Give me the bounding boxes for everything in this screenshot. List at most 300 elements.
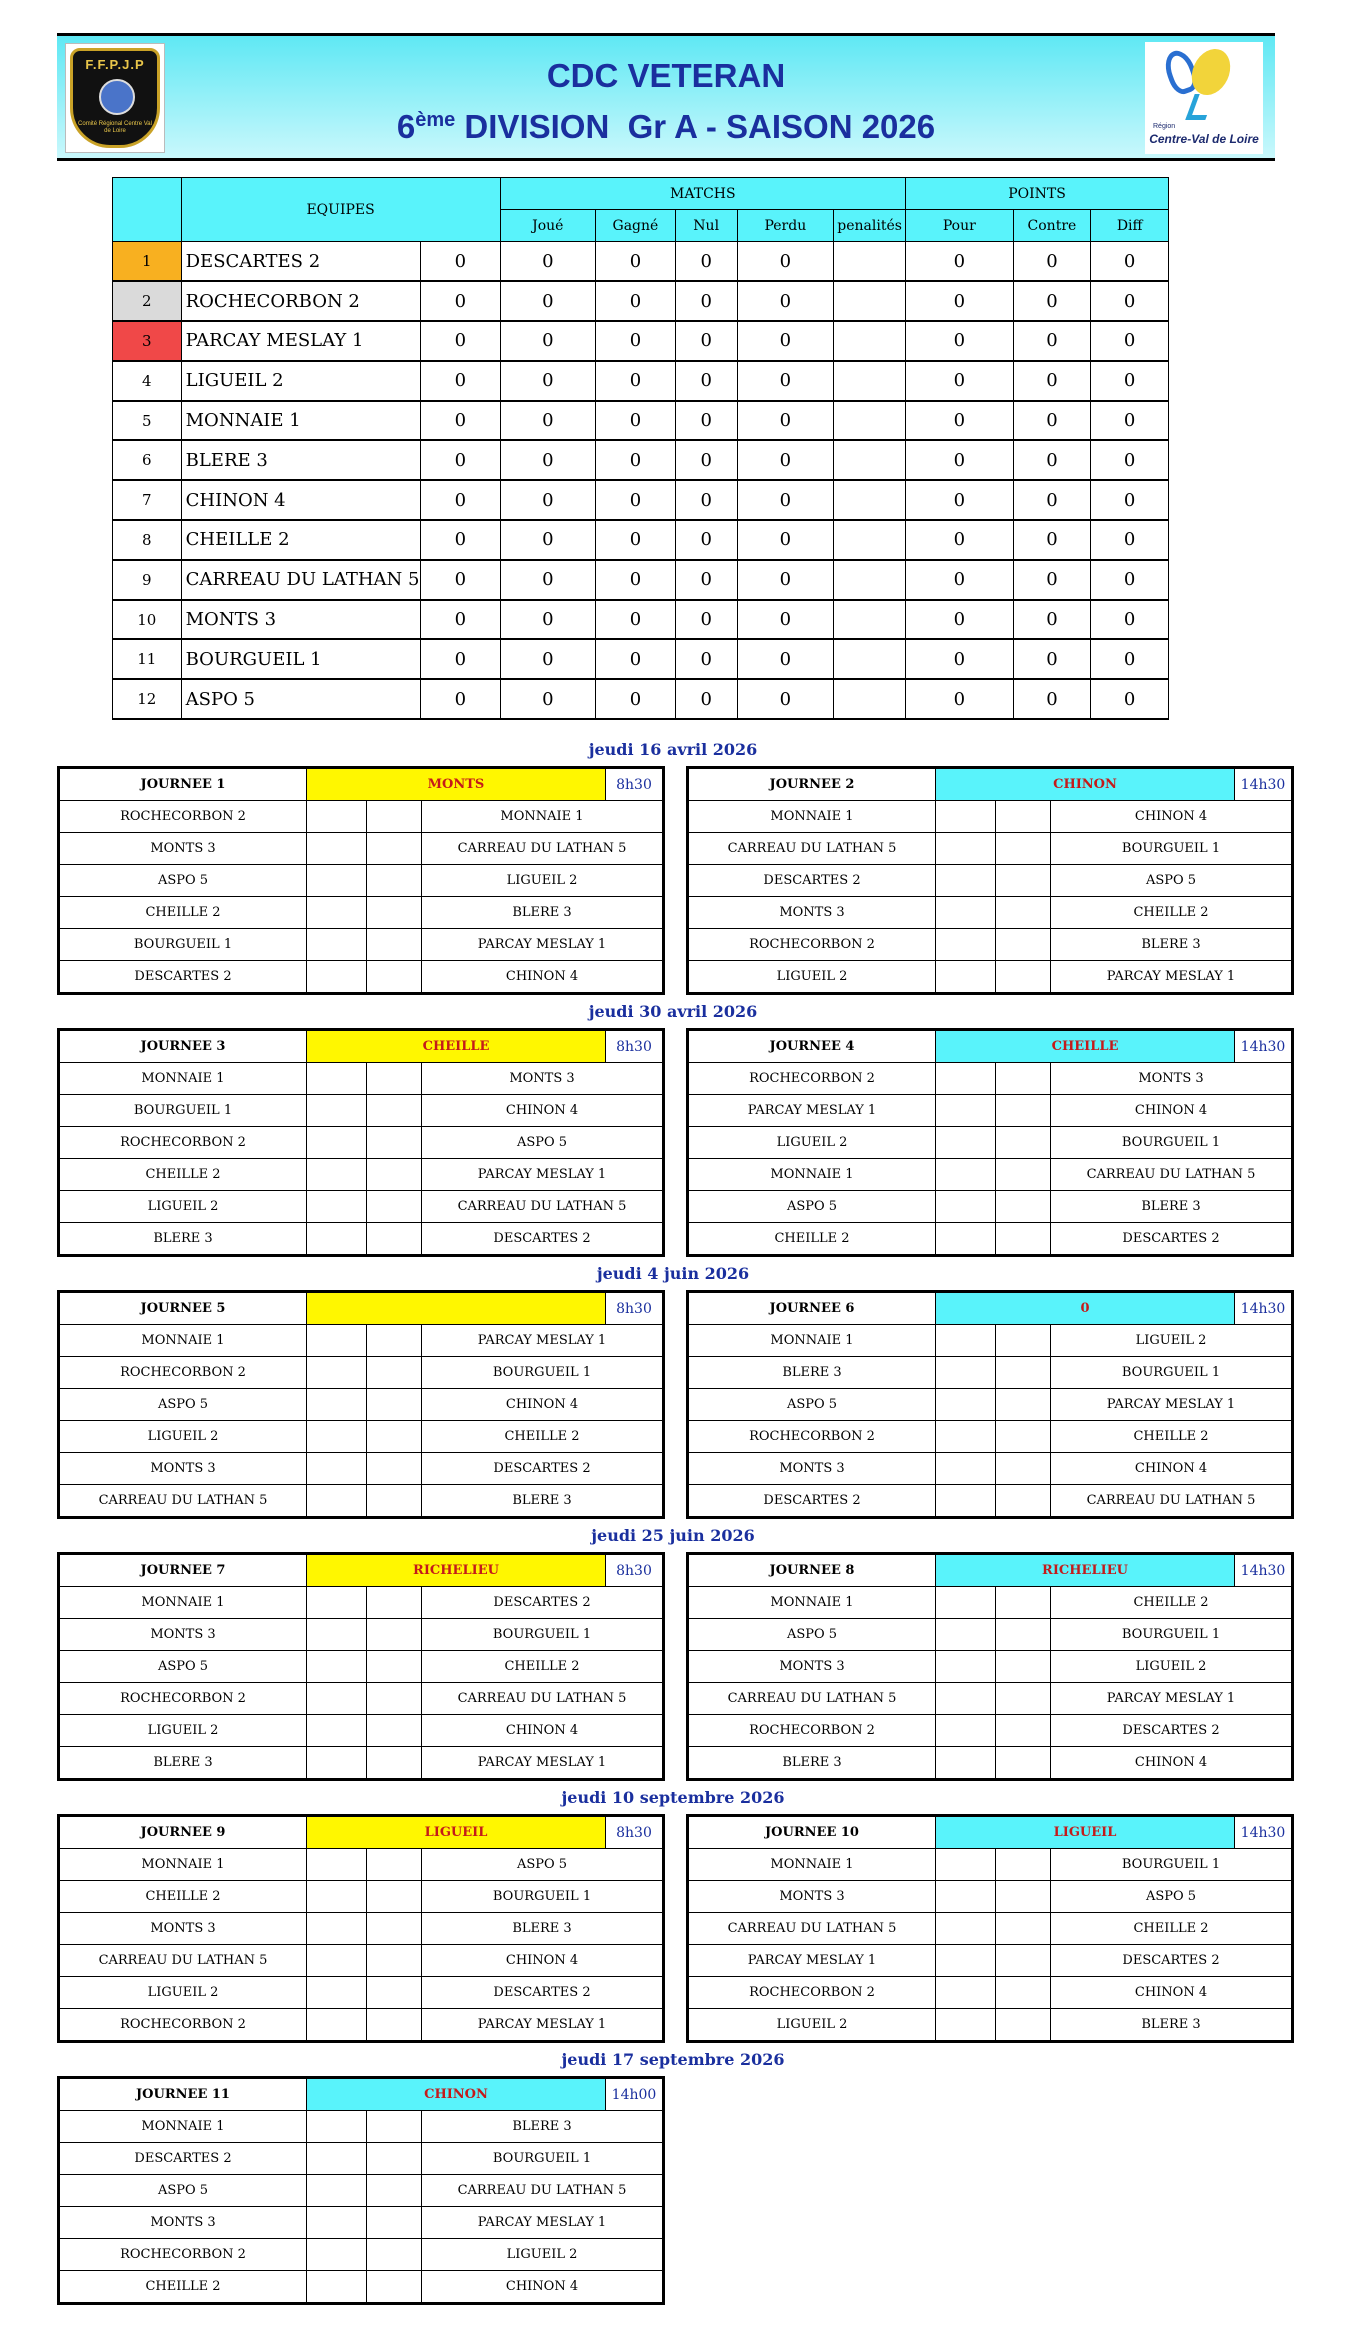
home-score (936, 1389, 996, 1421)
standings-cell-contre: 0 (1013, 242, 1091, 282)
standings-cell-rank: 1 (113, 242, 182, 282)
match-row (60, 2207, 663, 2239)
standings-row (113, 520, 1169, 560)
home-team: CARREAU DU LATHAN 5 (60, 1485, 307, 1517)
away-team: BLERE 3 (422, 1485, 663, 1517)
standings-cell-perdu: 0 (737, 321, 834, 361)
standings-cell-rank: 7 (113, 480, 182, 520)
home-team: LIGUEIL 2 (60, 1715, 307, 1747)
home-score (936, 1881, 996, 1913)
standings-cell-pts: 0 (421, 560, 501, 600)
home-team: LIGUEIL 2 (60, 1191, 307, 1223)
standings-cell-perdu: 0 (737, 679, 834, 719)
match-row (60, 865, 663, 897)
journee-header (689, 1817, 1292, 1849)
journee-header (60, 1817, 663, 1849)
home-score (307, 929, 367, 961)
away-score (996, 1913, 1051, 1945)
away-team: BOURGUEIL 1 (1051, 833, 1292, 865)
standings-cell-pts: 0 (421, 440, 501, 480)
standings-cell-pour: 0 (906, 361, 1013, 401)
home-score (307, 1389, 367, 1421)
home-score (307, 961, 367, 993)
away-score (996, 1095, 1051, 1127)
home-team: DESCARTES 2 (60, 2143, 307, 2175)
away-score (996, 1191, 1051, 1223)
away-score (367, 1881, 422, 1913)
away-team: LIGUEIL 2 (422, 2239, 663, 2271)
standings-cell-team: BLERE 3 (181, 440, 420, 480)
standings-cell-nul: 0 (675, 560, 737, 600)
away-score (996, 929, 1051, 961)
away-team: ASPO 5 (1051, 865, 1292, 897)
away-score (367, 865, 422, 897)
journee-table (59, 768, 663, 993)
journee-table (688, 768, 1292, 993)
journee-venue: CHEILLE (936, 1031, 1235, 1063)
away-team: CHEILLE 2 (1051, 1587, 1292, 1619)
journee-table (688, 1292, 1292, 1517)
standings-cell-contre: 0 (1013, 281, 1091, 321)
home-team: CARREAU DU LATHAN 5 (60, 1945, 307, 1977)
standings-cell-pour: 0 (906, 401, 1013, 441)
home-team: PARCAY MESLAY 1 (689, 1945, 936, 1977)
match-row (60, 1977, 663, 2009)
match-row (60, 1191, 663, 1223)
standings-cell-contre: 0 (1013, 361, 1091, 401)
standings-cell-joue: 0 (500, 600, 596, 640)
away-score (367, 1389, 422, 1421)
match-row (60, 1485, 663, 1517)
home-score (936, 1421, 996, 1453)
standings-cell-nul: 0 (675, 679, 737, 719)
match-row (60, 2143, 663, 2175)
match-row (60, 1715, 663, 1747)
standings-cell-contre: 0 (1013, 600, 1091, 640)
away-score (367, 1191, 422, 1223)
standings-row (113, 480, 1169, 520)
home-team: ROCHECORBON 2 (60, 1683, 307, 1715)
home-score (936, 801, 996, 833)
journee-table (59, 1816, 663, 2041)
standings-cell-perdu: 0 (737, 639, 834, 679)
journee-table (59, 1292, 663, 1517)
journee-header (60, 1555, 663, 1587)
home-team: MONNAIE 1 (689, 1849, 936, 1881)
match-row (689, 1977, 1292, 2009)
journee-title: JOURNEE 10 (689, 1817, 936, 1849)
home-team: ASPO 5 (60, 2175, 307, 2207)
home-score (936, 1063, 996, 1095)
away-score (367, 1325, 422, 1357)
away-team: BLERE 3 (422, 2111, 663, 2143)
page-title (57, 54, 1275, 149)
match-row (689, 1159, 1292, 1191)
journee-venue: CHINON (936, 769, 1235, 801)
home-score (307, 897, 367, 929)
home-team: CARREAU DU LATHAN 5 (689, 833, 936, 865)
standings-cell-perdu: 0 (737, 281, 834, 321)
away-team: DESCARTES 2 (422, 1977, 663, 2009)
logo-left-text: F.F.P.J.P (85, 57, 145, 72)
home-team: BOURGUEIL 1 (60, 929, 307, 961)
home-score (307, 2175, 367, 2207)
standings-cell-gagne: 0 (596, 401, 676, 441)
away-team: DESCARTES 2 (1051, 1223, 1292, 1255)
standings-table (112, 177, 1169, 720)
away-team: BLERE 3 (1051, 2009, 1292, 2041)
match-row (689, 961, 1292, 993)
journee-block (57, 1290, 665, 1519)
away-score (996, 1127, 1051, 1159)
away-team: DESCARTES 2 (422, 1223, 663, 1255)
away-team: CHINON 4 (422, 1945, 663, 1977)
standings-cell-diff: 0 (1091, 242, 1169, 282)
home-score (307, 1747, 367, 1779)
standings-cell-joue: 0 (500, 480, 596, 520)
match-row (60, 2271, 663, 2303)
home-score (936, 833, 996, 865)
sub-header: Pour (906, 210, 1013, 242)
home-score (936, 1747, 996, 1779)
away-score (367, 1587, 422, 1619)
away-score (367, 1127, 422, 1159)
home-score (307, 2207, 367, 2239)
home-score (936, 1191, 996, 1223)
home-score (936, 1587, 996, 1619)
away-score (996, 1945, 1051, 1977)
standings-cell-joue: 0 (500, 321, 596, 361)
away-team: BLERE 3 (1051, 929, 1292, 961)
standings-cell-rank: 11 (113, 639, 182, 679)
away-team: BOURGUEIL 1 (1051, 1849, 1292, 1881)
home-team: MONNAIE 1 (689, 1325, 936, 1357)
home-team: ROCHECORBON 2 (689, 1421, 936, 1453)
journee-venue: RICHELIEU (936, 1555, 1235, 1587)
away-team: PARCAY MESLAY 1 (422, 929, 663, 961)
away-score (367, 1651, 422, 1683)
sub-header: Contre (1013, 210, 1091, 242)
equipes-header: EQUIPES (181, 178, 500, 242)
match-row (60, 1127, 663, 1159)
match-row (689, 1357, 1292, 1389)
away-team: CHINON 4 (1051, 801, 1292, 833)
away-score (996, 801, 1051, 833)
match-row (689, 1453, 1292, 1485)
away-score (367, 1223, 422, 1255)
away-score (367, 1913, 422, 1945)
home-team: MONTS 3 (689, 1453, 936, 1485)
away-score (367, 2175, 422, 2207)
away-score (367, 833, 422, 865)
away-team: PARCAY MESLAY 1 (422, 2207, 663, 2239)
standings-cell-team: MONNAIE 1 (181, 401, 420, 441)
standings-row (113, 600, 1169, 640)
standings-cell-nul: 0 (675, 440, 737, 480)
home-team: MONTS 3 (60, 1453, 307, 1485)
match-row (60, 1619, 663, 1651)
match-row (60, 2009, 663, 2041)
standings-cell-diff: 0 (1091, 679, 1169, 719)
home-score (936, 1913, 996, 1945)
journee-venue: LIGUEIL (936, 1817, 1235, 1849)
standings-cell-pour: 0 (906, 480, 1013, 520)
standings-cell-pts: 0 (421, 600, 501, 640)
home-team: MONTS 3 (689, 1651, 936, 1683)
sub-header: Gagné (596, 210, 676, 242)
home-score (307, 833, 367, 865)
match-row (60, 1063, 663, 1095)
standings-cell-perdu: 0 (737, 600, 834, 640)
home-score (936, 1849, 996, 1881)
match-row (689, 1191, 1292, 1223)
match-row (689, 1715, 1292, 1747)
sub-header: Diff (1091, 210, 1169, 242)
journee-time: 14h30 (1235, 1555, 1292, 1587)
standings-cell-joue: 0 (500, 361, 596, 401)
journee-title: JOURNEE 9 (60, 1817, 307, 1849)
away-team: CARREAU DU LATHAN 5 (1051, 1485, 1292, 1517)
home-team: BLERE 3 (689, 1357, 936, 1389)
away-team: LIGUEIL 2 (1051, 1325, 1292, 1357)
away-team: CARREAU DU LATHAN 5 (422, 1191, 663, 1223)
match-row (60, 1747, 663, 1779)
home-score (307, 1587, 367, 1619)
title-rest: DIVISION Gr A - SAISON 2026 (455, 108, 936, 145)
match-row (60, 1325, 663, 1357)
standings-cell-nul: 0 (675, 321, 737, 361)
standings-cell-nul: 0 (675, 480, 737, 520)
home-score (307, 1849, 367, 1881)
away-team: CHINON 4 (422, 961, 663, 993)
away-team: ASPO 5 (422, 1127, 663, 1159)
match-row (689, 1421, 1292, 1453)
home-score (936, 929, 996, 961)
standings-cell-pen (834, 401, 906, 441)
standings-cell-rank: 4 (113, 361, 182, 401)
journee-block (686, 766, 1294, 995)
journee-header (689, 1293, 1292, 1325)
match-row (689, 1223, 1292, 1255)
home-score (936, 1715, 996, 1747)
standings-cell-pts: 0 (421, 480, 501, 520)
standings-cell-pen (834, 242, 906, 282)
home-score (307, 865, 367, 897)
journee-table (59, 2078, 663, 2303)
away-score (367, 1485, 422, 1517)
standings-cell-joue: 0 (500, 560, 596, 600)
match-row (60, 1223, 663, 1255)
away-score (367, 2143, 422, 2175)
journee-time: 8h30 (606, 1817, 663, 1849)
match-row (60, 1683, 663, 1715)
away-team: PARCAY MESLAY 1 (422, 2009, 663, 2041)
home-score (307, 1325, 367, 1357)
home-team: MONNAIE 1 (60, 1849, 307, 1881)
away-score (367, 1619, 422, 1651)
home-team: CHEILLE 2 (689, 1223, 936, 1255)
journee-block (57, 2076, 665, 2305)
home-team: ASPO 5 (60, 1651, 307, 1683)
journee-time: 14h30 (1235, 1293, 1292, 1325)
home-score (936, 1453, 996, 1485)
away-team: PARCAY MESLAY 1 (422, 1747, 663, 1779)
away-team: CHINON 4 (422, 1715, 663, 1747)
match-row (60, 1651, 663, 1683)
away-team: BOURGUEIL 1 (422, 1357, 663, 1389)
region-stem-icon (1185, 94, 1214, 120)
away-team: BOURGUEIL 1 (422, 1881, 663, 1913)
away-score (367, 1063, 422, 1095)
standings-cell-diff: 0 (1091, 560, 1169, 600)
standings-cell-team: MONTS 3 (181, 600, 420, 640)
away-team: ASPO 5 (422, 1849, 663, 1881)
home-team: MONTS 3 (689, 1881, 936, 1913)
away-score (996, 897, 1051, 929)
match-row (689, 1945, 1292, 1977)
standings-cell-diff: 0 (1091, 480, 1169, 520)
match-row (689, 897, 1292, 929)
journee-block (57, 766, 665, 995)
home-team: PARCAY MESLAY 1 (689, 1095, 936, 1127)
standings-cell-rank: 3 (113, 321, 182, 361)
home-score (307, 1945, 367, 1977)
standings-cell-pen (834, 361, 906, 401)
home-score (307, 1651, 367, 1683)
away-team: DESCARTES 2 (1051, 1945, 1292, 1977)
away-team: BOURGUEIL 1 (1051, 1127, 1292, 1159)
points-header: POINTS (906, 178, 1169, 210)
standings-cell-nul: 0 (675, 639, 737, 679)
standings-cell-diff: 0 (1091, 361, 1169, 401)
standings-cell-rank: 8 (113, 520, 182, 560)
standings-cell-team: ASPO 5 (181, 679, 420, 719)
away-team: BOURGUEIL 1 (1051, 1619, 1292, 1651)
away-score (367, 2239, 422, 2271)
journee-block (686, 1814, 1294, 2043)
standings-row (113, 560, 1169, 600)
standings-cell-contre: 0 (1013, 440, 1091, 480)
away-team: CARREAU DU LATHAN 5 (422, 2175, 663, 2207)
home-score (307, 1223, 367, 1255)
away-score (996, 1587, 1051, 1619)
standings-cell-contre: 0 (1013, 520, 1091, 560)
standings-cell-rank: 9 (113, 560, 182, 600)
home-score (307, 1977, 367, 2009)
home-score (936, 865, 996, 897)
away-team: MONNAIE 1 (422, 801, 663, 833)
journee-header (60, 1293, 663, 1325)
match-date: jeudi 17 septembre 2026 (561, 2050, 785, 2069)
standings-cell-pour: 0 (906, 281, 1013, 321)
away-team: BOURGUEIL 1 (1051, 1357, 1292, 1389)
away-score (367, 897, 422, 929)
home-team: ROCHECORBON 2 (689, 1715, 936, 1747)
home-score (936, 1127, 996, 1159)
home-score (936, 1485, 996, 1517)
away-score (996, 1223, 1051, 1255)
standings-cell-gagne: 0 (596, 242, 676, 282)
home-score (936, 1223, 996, 1255)
match-row (689, 801, 1292, 833)
journee-block (57, 1028, 665, 1257)
home-score (307, 2111, 367, 2143)
standings-cell-contre: 0 (1013, 401, 1091, 441)
home-team: CHEILLE 2 (60, 1159, 307, 1191)
away-score (367, 929, 422, 961)
standings-cell-pts: 0 (421, 321, 501, 361)
journee-title: JOURNEE 6 (689, 1293, 936, 1325)
away-score (367, 1945, 422, 1977)
logo-right-small: Région (1153, 123, 1176, 130)
standings-cell-perdu: 0 (737, 520, 834, 560)
journee-block (57, 1552, 665, 1781)
match-row (689, 1485, 1292, 1517)
standings-cell-gagne: 0 (596, 600, 676, 640)
match-row (689, 1881, 1292, 1913)
away-score (367, 2207, 422, 2239)
home-team: MONTS 3 (60, 1619, 307, 1651)
journee-header (60, 1031, 663, 1063)
home-score (307, 1683, 367, 1715)
home-score (307, 1063, 367, 1095)
standings-cell-team: DESCARTES 2 (181, 242, 420, 282)
home-team: CHEILLE 2 (60, 897, 307, 929)
away-score (367, 1747, 422, 1779)
standings-cell-joue: 0 (500, 679, 596, 719)
home-score (307, 1159, 367, 1191)
journee-time: 14h30 (1235, 769, 1292, 801)
away-team: MONTS 3 (422, 1063, 663, 1095)
match-row (60, 1421, 663, 1453)
home-score (936, 1325, 996, 1357)
match-row (689, 1063, 1292, 1095)
standings-cell-joue: 0 (500, 401, 596, 441)
match-row (689, 1095, 1292, 1127)
away-team: MONTS 3 (1051, 1063, 1292, 1095)
home-score (307, 1485, 367, 1517)
journee-venue: CHEILLE (307, 1031, 606, 1063)
away-score (996, 1683, 1051, 1715)
away-team: PARCAY MESLAY 1 (1051, 1389, 1292, 1421)
away-team: DESCARTES 2 (422, 1453, 663, 1485)
away-score (367, 2111, 422, 2143)
matchs-header: MATCHS (500, 178, 906, 210)
match-date: jeudi 16 avril 2026 (588, 740, 758, 759)
match-row (689, 1913, 1292, 1945)
journee-time: 14h00 (606, 2079, 663, 2111)
match-row (60, 897, 663, 929)
standings-cell-gagne: 0 (596, 520, 676, 560)
home-team: MONNAIE 1 (60, 2111, 307, 2143)
away-score (996, 1849, 1051, 1881)
journee-block (57, 1814, 665, 2043)
match-row (60, 1945, 663, 1977)
home-score (307, 2143, 367, 2175)
home-team: ROCHECORBON 2 (60, 1357, 307, 1389)
home-score (936, 961, 996, 993)
away-team: CHINON 4 (1051, 1095, 1292, 1127)
standings-cell-team: CHEILLE 2 (181, 520, 420, 560)
away-score (996, 1619, 1051, 1651)
home-score (936, 1095, 996, 1127)
home-team: ROCHECORBON 2 (689, 929, 936, 961)
away-team: CHINON 4 (1051, 1747, 1292, 1779)
standings-cell-pen (834, 321, 906, 361)
journee-title: JOURNEE 11 (60, 2079, 307, 2111)
away-score (367, 1683, 422, 1715)
away-team: PARCAY MESLAY 1 (1051, 1683, 1292, 1715)
